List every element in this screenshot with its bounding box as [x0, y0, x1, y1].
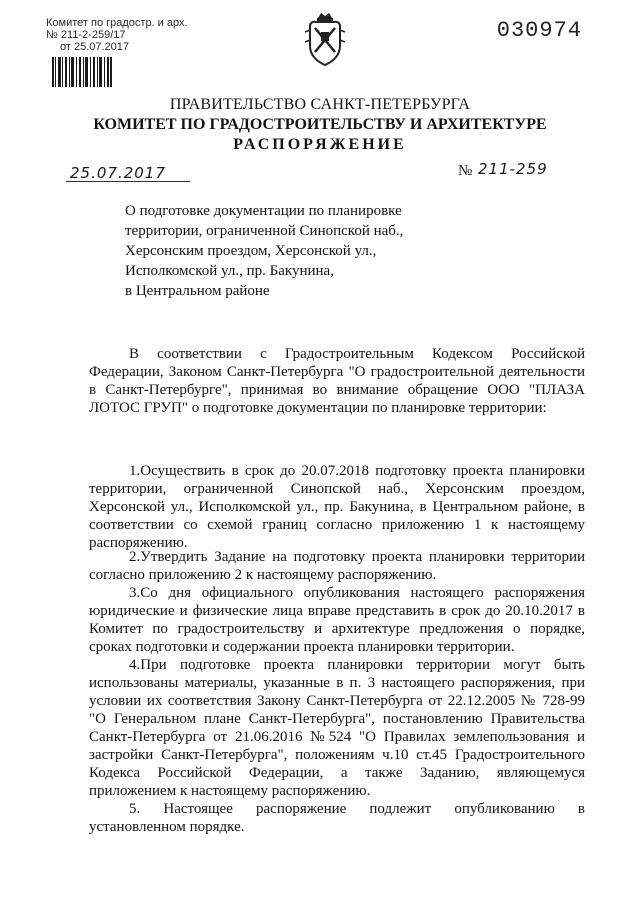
- coat-of-arms-emblem: [304, 12, 346, 68]
- order-item-4: 4.При подготовке проекта планировки территории могут быть использованы материалы, указанные в п. 3 настоящего распоряжения, при условии их соответствия Закону Санкт-Петербурга от 22.12.2005 № 728-99 "О Генеральном плане Санкт-Петербурга", постановлению Правительства Санкт-Петербурга от 21.06.2016 №524 "О Правилах землепользования и застройки Санкт-Петербурга", положениям ч.10 ст.45 Градостроительного Кодекса Российской Федерации, а также Заданию, являющемуся приложением к настоящему распоряжению.: [89, 657, 585, 799]
- item-4-block: [89, 656, 585, 800]
- item-1-block: [89, 462, 585, 552]
- order-item-1: 1.Осуществить в срок до 20.07.2018 подготовку проекта планировки территории, ограниченной Синопской наб., Херсонским проездом, Херсонской ул., Исполкомской ул., пр. Бакунина, в Центральном районе, в соответствии со схемой границ согласно приложению 1 к настоящему распоряжению.: [89, 463, 585, 551]
- subject-line: Исполкомской ул., пр. Бакунина,: [125, 263, 334, 279]
- order-item-5: 5. Настоящее распоряжение подлежит опубликованию в установленном порядке.: [89, 801, 585, 835]
- registration-stamp-committee: Комитет по градостр. и арх.: [46, 17, 188, 29]
- subject-line: О подготовке документации по планировке: [125, 203, 402, 219]
- item-3-block: [89, 584, 585, 656]
- handwritten-date: 25.07.2017: [70, 164, 166, 182]
- subject-line: территории, ограниченной Синопской наб.,: [125, 223, 404, 239]
- document-subject: [125, 201, 403, 301]
- government-title: ПРАВИТЕЛЬСТВО САНКТ-ПЕТЕРБУРГА: [169, 96, 471, 113]
- registration-stamp-date: от 25.07.2017: [60, 41, 130, 53]
- order-item-3: 3.Со дня официального опубликования настоящего распоряжения юридические и физические лица вправе представить в срок до 20.10.2017 в Комитет по градостроительству и архитектуре предложения о порядке, сроках подготовки и содержании проекта планировки территории.: [89, 585, 585, 655]
- preamble-block: [89, 345, 585, 417]
- item-2-block: [89, 548, 585, 584]
- subject-line: Херсонским проездом, Херсонской ул.,: [125, 243, 377, 259]
- handwritten-number: 211-259: [478, 160, 548, 178]
- committee-title: КОМИТЕТ ПО ГРАДОСТРОИТЕЛЬСТВУ И АРХИТЕКТУРЕ: [93, 116, 547, 133]
- subject-line: в Центральном районе: [125, 283, 270, 299]
- document-type-title: РАСПОРЯЖЕНИЕ: [233, 136, 407, 153]
- document-serial-number: 030974: [496, 18, 582, 43]
- number-label: №: [458, 163, 473, 179]
- registration-stamp-number: № 211-2-259/17: [46, 29, 126, 41]
- item-5-block: [89, 800, 585, 836]
- preamble-paragraph: В соответствии с Градостроительным Кодексом Российской Федерации, Законом Санкт-Петербурга "О градостроительной деятельности в Санкт-Петербурге", принимая во внимание обращение ООО "ПЛАЗА ЛОТОС ГРУП" о подготовке документации по планировке территории:: [89, 346, 585, 416]
- barcode: [52, 57, 112, 87]
- date-underline: [66, 181, 190, 182]
- order-item-2: 2.Утвердить Задание на подготовку проекта планировки территории согласно приложению 2 к настоящему распоряжению.: [89, 549, 585, 583]
